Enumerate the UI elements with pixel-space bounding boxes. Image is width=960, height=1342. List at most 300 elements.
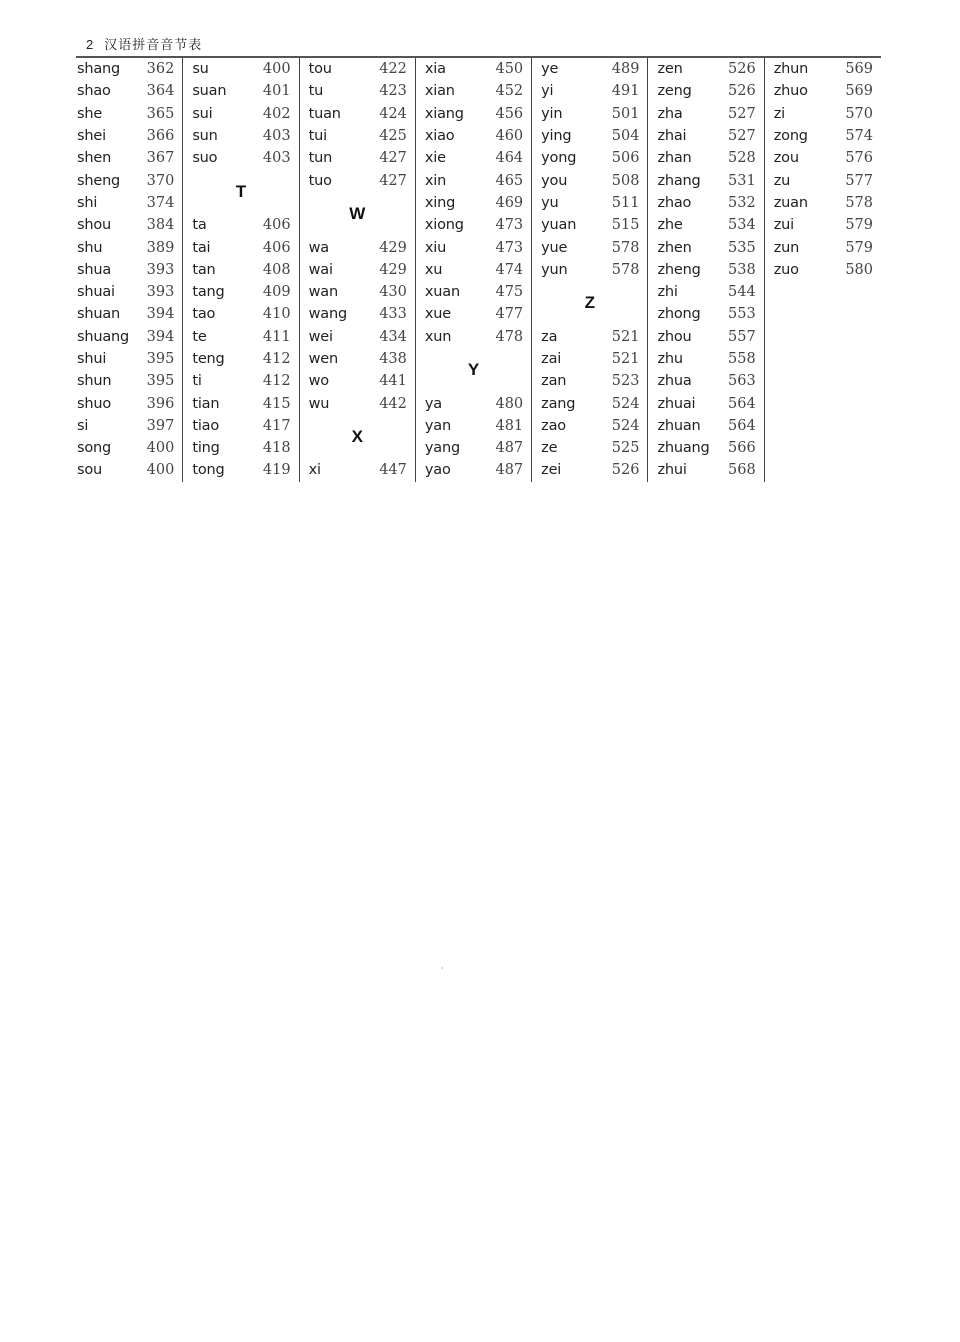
syllable-text: sou	[77, 462, 103, 479]
syllable-entry	[183, 415, 298, 437]
table-column	[300, 58, 416, 482]
syllable-entry	[532, 415, 647, 437]
syllable-text: zhai	[657, 128, 687, 145]
syllable-entry	[416, 169, 531, 191]
page-reference: 491	[611, 83, 640, 100]
syllable-entry	[183, 125, 298, 147]
page-reference: 569	[845, 61, 873, 78]
syllable-text: zeng	[657, 83, 692, 100]
syllable-text: zhong	[657, 306, 701, 323]
syllable-text: za	[541, 328, 558, 345]
syllable-entry	[648, 169, 763, 191]
page-reference: 408	[262, 261, 291, 278]
page-reference: 400	[146, 462, 175, 479]
syllable-text: ye	[541, 61, 559, 78]
syllable-entry	[183, 303, 298, 325]
page-reference: 504	[611, 128, 640, 145]
syllable-text: zhua	[657, 373, 692, 390]
syllable-text: ti	[192, 373, 202, 390]
letter-heading: Y	[467, 360, 480, 380]
page-reference: 526	[611, 462, 640, 479]
syllable-text: yun	[541, 261, 568, 278]
syllable-entry	[416, 58, 531, 80]
page-reference: 456	[495, 105, 524, 122]
page-reference: 419	[262, 462, 291, 479]
syllable-text: shen	[77, 150, 112, 167]
page-reference: 506	[611, 150, 640, 167]
syllable-entry	[765, 259, 881, 281]
page-reference: 417	[262, 417, 291, 434]
syllable-text: zhe	[657, 217, 683, 234]
syllable-entry	[183, 259, 298, 281]
syllable-text: xing	[424, 194, 456, 211]
page-reference: 433	[379, 306, 407, 323]
syllable-text: tou	[308, 61, 332, 78]
page-reference: 525	[611, 440, 640, 457]
page-reference: 553	[728, 306, 756, 323]
page-reference: 515	[611, 217, 640, 234]
syllable-entry	[300, 125, 415, 147]
syllable-text: ta	[192, 217, 207, 234]
table-column	[532, 58, 648, 482]
syllable-entry	[300, 236, 415, 258]
syllable-text: zuo	[773, 261, 799, 278]
syllable-entry	[300, 103, 415, 125]
page-reference: 406	[262, 239, 291, 256]
syllable-text: wen	[308, 351, 338, 367]
syllable-text: tuan	[308, 105, 341, 122]
page-reference: 487	[495, 440, 524, 457]
syllable-text: zai	[541, 351, 562, 367]
syllable-text: xia	[424, 61, 446, 78]
page-reference: 578	[611, 261, 640, 278]
syllable-entry	[76, 303, 182, 325]
page-reference: 481	[495, 417, 524, 434]
syllable-entry	[532, 103, 647, 125]
page-reference: 526	[728, 83, 756, 100]
syllable-text: zang	[541, 395, 576, 412]
page-reference: 578	[611, 239, 640, 256]
page-reference: 531	[728, 172, 756, 189]
syllable-text: sui	[192, 105, 213, 122]
syllable-entry	[76, 326, 182, 348]
page-reference: 395	[146, 351, 175, 367]
page-reference: 401	[262, 83, 291, 100]
syllable-text: xian	[424, 83, 455, 100]
page-reference: 409	[262, 284, 291, 301]
page-reference: 400	[146, 440, 175, 457]
syllable-entry	[648, 326, 763, 348]
page-reference: 400	[262, 61, 291, 78]
page-reference: 535	[728, 239, 756, 256]
page-reference: 564	[728, 395, 756, 412]
syllable-entry	[532, 348, 647, 370]
page-reference: 441	[379, 373, 407, 390]
page-reference: 576	[845, 150, 873, 167]
syllable-entry	[532, 125, 647, 147]
syllable-entry	[532, 214, 647, 236]
page-reference: 403	[262, 150, 291, 167]
syllable-entry	[183, 103, 298, 125]
syllable-entry	[76, 58, 182, 80]
page-reference: 403	[262, 128, 291, 145]
page-reference: 362	[146, 61, 175, 78]
syllable-text: ting	[192, 440, 220, 457]
syllable-entry	[765, 80, 881, 102]
page-reference: 564	[728, 417, 756, 434]
syllable-entry	[76, 392, 182, 414]
syllable-text: yi	[541, 83, 554, 100]
syllable-text: suan	[192, 83, 227, 100]
syllable-text: teng	[192, 351, 225, 367]
syllable-text: zun	[773, 239, 800, 256]
syllable-entry	[532, 370, 647, 392]
syllable-text: tai	[192, 239, 211, 256]
table-column	[183, 58, 299, 482]
page-reference: 412	[262, 351, 291, 367]
letter-heading: W	[349, 204, 366, 224]
syllable-entry	[416, 392, 531, 414]
syllable-entry	[300, 147, 415, 169]
page-reference: 389	[146, 239, 175, 256]
syllable-text: zhi	[657, 284, 678, 301]
syllable-entry	[532, 80, 647, 102]
syllable-entry	[300, 259, 415, 281]
letter-heading: T	[235, 181, 247, 201]
page-reference: 579	[845, 239, 873, 256]
syllable-text: tao	[192, 306, 216, 323]
page-reference: 423	[379, 83, 407, 100]
syllable-entry	[76, 169, 182, 191]
page-reference: 366	[146, 128, 175, 145]
syllable-text: xiang	[424, 105, 464, 122]
syllable-entry	[300, 303, 415, 325]
syllable-text: tong	[192, 462, 225, 479]
syllable-entry	[648, 392, 763, 414]
page-reference: 474	[495, 261, 524, 278]
page-reference: 526	[728, 61, 756, 78]
table-column	[765, 58, 881, 482]
page-reference: 384	[146, 217, 175, 234]
syllable-text: zheng	[657, 261, 701, 278]
syllable-entry	[416, 459, 531, 481]
syllable-text: wei	[308, 328, 333, 345]
syllable-text: zha	[657, 105, 683, 122]
page-reference: 452	[495, 83, 524, 100]
syllable-entry	[532, 58, 647, 80]
syllable-entry	[76, 370, 182, 392]
syllable-text: yan	[424, 417, 451, 434]
syllable-entry	[532, 147, 647, 169]
page-reference: 397	[146, 417, 175, 434]
syllable-text: shang	[77, 61, 121, 78]
syllable-entry	[76, 459, 182, 481]
page-reference: 374	[146, 194, 175, 211]
syllable-text: tui	[308, 128, 327, 145]
syllable-text: zhao	[657, 194, 692, 211]
page-reference: 580	[845, 261, 873, 278]
syllable-text: wu	[308, 395, 330, 412]
syllable-text: yu	[541, 194, 559, 211]
syllable-text: xun	[424, 328, 452, 345]
syllable-entry	[648, 259, 763, 281]
page-reference: 469	[495, 194, 524, 211]
syllable-entry	[532, 326, 647, 348]
syllable-text: tang	[192, 284, 225, 301]
syllable-text: yao	[424, 462, 451, 479]
syllable-text: zhen	[657, 239, 692, 256]
page-reference: 524	[611, 417, 640, 434]
syllable-text: te	[192, 328, 207, 345]
page-reference: 473	[495, 217, 524, 234]
table-column	[416, 58, 532, 482]
page-title: 汉语拼音音节表	[104, 38, 203, 53]
syllable-entry	[76, 214, 182, 236]
syllable-entry	[648, 459, 763, 481]
page-reference: 410	[262, 306, 291, 323]
table-column	[76, 58, 183, 482]
syllable-entry	[76, 348, 182, 370]
syllable-entry	[76, 259, 182, 281]
page-reference: 534	[728, 217, 756, 234]
page-reference: 527	[728, 105, 756, 122]
syllable-text: yong	[541, 150, 577, 167]
syllable-text: tiao	[192, 417, 219, 434]
syllable-text: tuo	[308, 172, 332, 189]
syllable-text: zhuo	[773, 83, 808, 100]
syllable-entry	[416, 192, 531, 214]
syllable-entry	[300, 169, 415, 191]
syllable-text: shi	[77, 194, 98, 211]
syllable-entry	[648, 348, 763, 370]
syllable-entry	[765, 236, 881, 258]
syllable-entry	[183, 214, 298, 236]
syllable-entry	[183, 459, 298, 481]
table-column	[648, 58, 764, 482]
page-reference: 521	[611, 328, 640, 345]
page-reference: 557	[728, 328, 756, 345]
page-reference: 402	[262, 105, 291, 122]
page-reference: 511	[611, 194, 640, 211]
syllable-entry	[648, 125, 763, 147]
syllable-entry	[76, 192, 182, 214]
syllable-text: zuan	[773, 194, 808, 211]
page-reference: 464	[495, 150, 524, 167]
page-reference: 475	[495, 284, 524, 301]
page-reference: 396	[146, 395, 175, 412]
syllable-text: zhuai	[657, 395, 696, 412]
syllable-entry	[76, 437, 182, 459]
syllable-entry	[532, 192, 647, 214]
syllable-text: song	[77, 440, 112, 457]
syllable-entry	[765, 169, 881, 191]
page-reference: 489	[611, 61, 640, 78]
syllable-entry	[532, 259, 647, 281]
syllable-entry	[183, 236, 298, 258]
syllable-text: zhan	[657, 150, 692, 167]
page-reference: 447	[379, 462, 407, 479]
syllable-text: suo	[192, 150, 218, 167]
page-reference: 501	[611, 105, 640, 122]
page-reference: 578	[845, 194, 873, 211]
syllable-entry	[76, 80, 182, 102]
syllable-entry	[76, 236, 182, 258]
syllable-entry	[532, 236, 647, 258]
syllable-entry	[532, 437, 647, 459]
syllable-text: xu	[424, 261, 443, 278]
page-reference: 418	[262, 440, 291, 457]
page-reference: 568	[728, 462, 756, 479]
page-reference: 394	[146, 306, 175, 323]
syllable-text: sun	[192, 128, 218, 145]
syllable-entry	[648, 103, 763, 125]
syllable-text: zi	[773, 105, 785, 122]
page-reference: 364	[146, 83, 175, 100]
syllable-entry	[765, 147, 881, 169]
syllable-entry	[648, 214, 763, 236]
syllable-text: sheng	[77, 172, 121, 189]
syllable-text: shuan	[77, 306, 121, 323]
syllable-entry	[300, 80, 415, 102]
syllable-entry	[416, 303, 531, 325]
syllable-text: shu	[77, 239, 103, 256]
syllable-entry	[648, 147, 763, 169]
page-reference: 367	[146, 150, 175, 167]
page-reference: 574	[845, 128, 873, 145]
syllable-entry	[416, 281, 531, 303]
syllable-entry	[183, 326, 298, 348]
syllable-text: zou	[773, 150, 799, 167]
page-reference: 450	[495, 61, 524, 78]
syllable-text: zan	[541, 373, 567, 390]
scan-speck	[441, 967, 443, 969]
syllable-text: yang	[424, 440, 460, 457]
syllable-entry	[300, 370, 415, 392]
syllable-text: shei	[77, 128, 106, 145]
syllable-text: zong	[773, 128, 808, 145]
syllable-entry	[183, 281, 298, 303]
syllable-text: xiao	[424, 128, 455, 145]
page-reference: 569	[845, 83, 873, 100]
syllable-entry	[765, 103, 881, 125]
syllable-entry	[648, 370, 763, 392]
syllable-entry	[648, 236, 763, 258]
syllable-entry	[300, 392, 415, 414]
syllable-text: yin	[541, 105, 563, 122]
syllable-entry	[648, 80, 763, 102]
page-reference: 563	[728, 373, 756, 390]
syllable-entry	[765, 58, 881, 80]
syllable-entry	[648, 437, 763, 459]
syllable-entry	[765, 192, 881, 214]
syllable-entry	[648, 281, 763, 303]
syllable-text: shuo	[77, 395, 112, 412]
syllable-text: xiu	[424, 239, 447, 256]
syllable-entry	[183, 348, 298, 370]
page-reference: 434	[379, 328, 407, 345]
page-reference: 370	[146, 172, 175, 189]
page-reference: 393	[146, 284, 175, 301]
page-reference: 429	[379, 239, 407, 256]
syllable-text: zei	[541, 462, 562, 479]
syllable-entry	[648, 192, 763, 214]
syllable-entry	[416, 125, 531, 147]
syllable-entry	[648, 415, 763, 437]
syllable-text: shuai	[77, 284, 115, 301]
syllable-text: xue	[424, 306, 451, 323]
syllable-entry	[532, 392, 647, 414]
syllable-entry	[300, 58, 415, 80]
page-reference: 527	[728, 128, 756, 145]
page-reference: 566	[728, 440, 756, 457]
syllable-entry	[416, 103, 531, 125]
page-reference: 429	[379, 261, 407, 278]
page-reference: 544	[728, 284, 756, 301]
syllable-text: zhui	[657, 462, 687, 479]
syllable-text: tun	[308, 150, 333, 167]
page-reference: 427	[379, 172, 407, 189]
page-reference: 558	[728, 351, 756, 367]
syllable-entry	[416, 214, 531, 236]
syllable-entry	[416, 326, 531, 348]
page-number: 2	[86, 37, 95, 52]
page-reference: 577	[845, 172, 873, 189]
page-reference: 538	[728, 261, 756, 278]
syllable-text: xie	[424, 150, 446, 167]
syllable-entry	[532, 459, 647, 481]
syllable-entry	[765, 214, 881, 236]
page-reference: 523	[611, 373, 640, 390]
syllable-text: zui	[773, 217, 794, 234]
syllable-text: si	[77, 417, 89, 434]
page-reference: 480	[495, 395, 524, 412]
page-reference: 570	[845, 105, 873, 122]
syllable-entry	[648, 58, 763, 80]
syllable-text: wa	[308, 239, 329, 256]
syllable-text: zhuang	[657, 440, 710, 457]
syllable-text: zhun	[773, 61, 809, 78]
syllable-entry	[416, 236, 531, 258]
syllable-entry	[183, 370, 298, 392]
page-reference: 477	[495, 306, 524, 323]
page-reference: 411	[262, 328, 291, 345]
syllable-entry	[76, 281, 182, 303]
syllable-text: yuan	[541, 217, 577, 234]
syllable-entry	[183, 58, 298, 80]
syllable-text: xi	[308, 462, 321, 479]
page-reference: 460	[495, 128, 524, 145]
syllable-text: wo	[308, 373, 329, 390]
syllable-text: shua	[77, 261, 112, 278]
syllable-text: zao	[541, 417, 566, 434]
page-reference: 579	[845, 217, 873, 234]
page-reference: 424	[379, 105, 407, 122]
syllable-entry	[648, 303, 763, 325]
syllable-entry	[183, 392, 298, 414]
syllable-text: ze	[541, 440, 558, 457]
syllable-text: ya	[424, 395, 442, 412]
syllable-text: tian	[192, 395, 220, 412]
syllable-entry	[416, 80, 531, 102]
page-reference: 425	[379, 128, 407, 145]
syllable-text: shao	[77, 83, 111, 100]
syllable-entry	[76, 147, 182, 169]
syllable-entry	[76, 415, 182, 437]
syllable-text: tu	[308, 83, 324, 100]
page-reference: 524	[611, 395, 640, 412]
page-reference: 430	[379, 284, 407, 301]
syllable-entry	[300, 281, 415, 303]
